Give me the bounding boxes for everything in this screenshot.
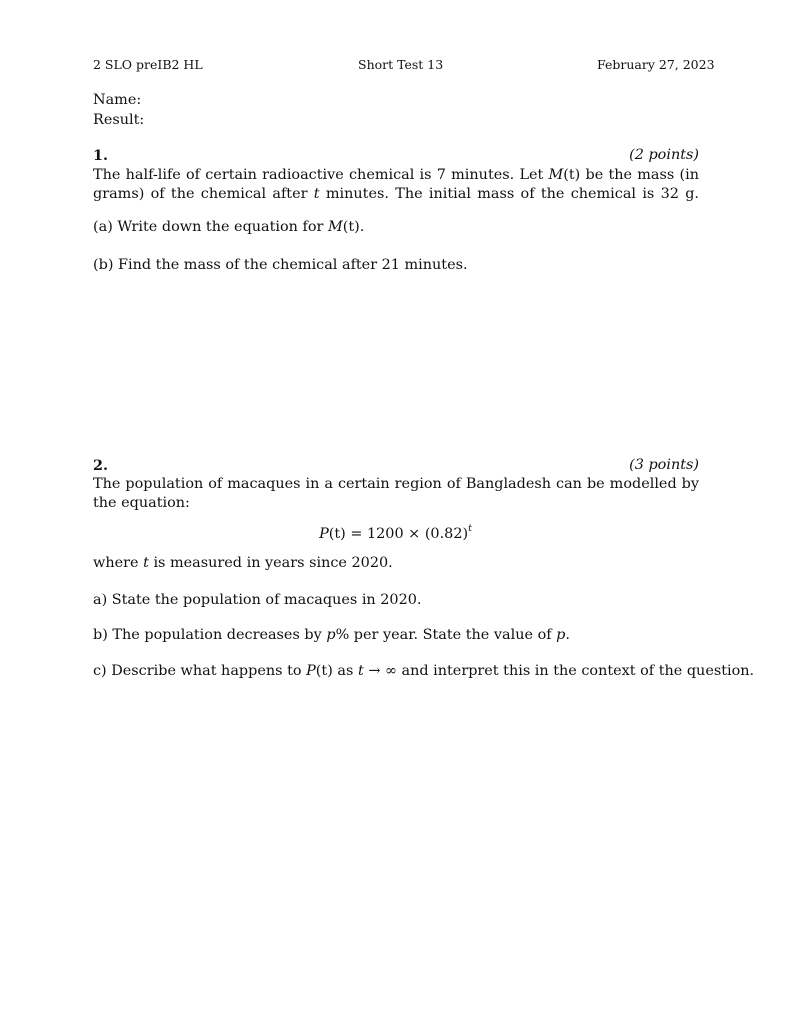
q2-points: (3 points) bbox=[629, 457, 699, 473]
header-date: February 27, 2023 bbox=[597, 57, 715, 72]
header-course: 2 SLO preIB2 HL bbox=[93, 57, 203, 72]
name-label: Name: bbox=[93, 92, 142, 108]
q2-intro: The population of macaques in a certain region of Bangladesh can be modelled by the equation: bbox=[93, 476, 699, 511]
q2-equation: $P(t) = 1200 \times (0.82)^t$ bbox=[319, 523, 472, 542]
q1-part-b: (b) Find the mass of the chemical after 21 minutes. bbox=[93, 257, 468, 273]
q1-part-a: (a) Write down the equation for M(t). bbox=[93, 219, 365, 235]
header-test-title: Short Test 13 bbox=[358, 57, 444, 72]
q2-variable-note: where t is measured in years since 2020. bbox=[93, 555, 393, 571]
result-label: Result: bbox=[93, 112, 145, 128]
q2-part-c: c) Describe what happens to P(t) as t → ∞ and interpret this in the context of the question. bbox=[93, 663, 755, 679]
q1-number: 1. bbox=[93, 147, 109, 164]
q2-part-b: b) The population decreases by p% per year. State the value of p. bbox=[93, 627, 570, 643]
q1-intro: The half-life of certain radioactive chemical is 7 minutes. Let M(t) be the mass (in grams) of the chemical after t minutes. The initial mass of the chemical is 32 g. bbox=[93, 167, 699, 202]
q2-part-a: a) State the population of macaques in 2020. bbox=[93, 592, 422, 608]
q1-points: (2 points) bbox=[629, 147, 699, 163]
q2-number: 2. bbox=[93, 457, 109, 474]
